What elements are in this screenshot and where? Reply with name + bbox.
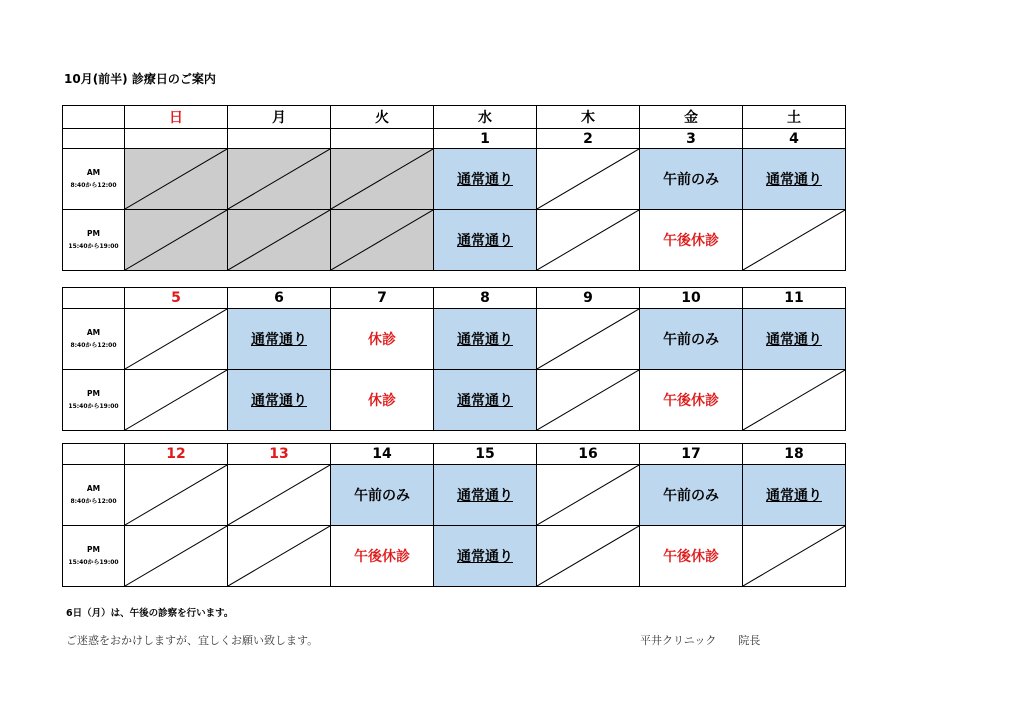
date-cell: 18: [743, 444, 846, 465]
schedule-cell-am: [125, 149, 228, 210]
am-time: 8:40から12:00: [70, 498, 117, 505]
schedule-cell-pm: [640, 526, 743, 587]
status-closed: 午後休診: [663, 233, 719, 249]
date-row: [63, 288, 846, 309]
date-row-corner: [63, 444, 125, 465]
clinic-name: 平井クリニック: [640, 634, 717, 647]
am-time: 8:40から12:00: [70, 342, 117, 349]
date-cell: 14: [331, 444, 434, 465]
date-cell: [125, 129, 228, 149]
am-label: AM: [86, 484, 101, 493]
weekday-sun: 日: [125, 106, 228, 129]
am-time: 8:40から12:00: [70, 182, 117, 189]
weekday-thu: 木: [537, 106, 640, 129]
diagonal-slash: [125, 210, 227, 270]
diagonal-slash: [537, 370, 639, 430]
am-row: [63, 149, 846, 210]
am-slot-label: [63, 465, 125, 526]
status-normal: 通常通り: [457, 393, 513, 409]
status-closed: 午後休診: [663, 393, 719, 409]
status-normal: 通常通り: [766, 172, 822, 188]
schedule-cell-pm: [125, 370, 228, 431]
schedule-cell-am: [537, 309, 640, 370]
date-cell: 3: [640, 129, 743, 149]
schedule-cell-am: [228, 309, 331, 370]
date-cell: 4: [743, 129, 846, 149]
schedule-cell-am: [434, 465, 537, 526]
calendar-week-3: [62, 443, 846, 587]
schedule-cell-am: [331, 465, 434, 526]
pm-slot-label: [63, 370, 125, 431]
schedule-cell-am: [537, 465, 640, 526]
diagonal-slash: [743, 210, 845, 270]
pm-time: 15:40から19:00: [68, 403, 119, 410]
schedule-cell-pm: [228, 210, 331, 271]
status-closed: 休診: [368, 332, 396, 348]
schedule-cell-pm: [331, 526, 434, 587]
schedule-cell-pm: [434, 210, 537, 271]
schedule-cell-am: [640, 465, 743, 526]
date-cell: 16: [537, 444, 640, 465]
date-cell: 7: [331, 288, 434, 309]
pm-row: [63, 210, 846, 271]
weekday-wed: 水: [434, 106, 537, 129]
diagonal-slash: [228, 210, 330, 270]
schedule-cell-am: [125, 465, 228, 526]
diagonal-slash: [228, 465, 330, 525]
am-row: [63, 465, 846, 526]
status-normal: 通常通り: [766, 488, 822, 504]
status-normal: 通常通り: [457, 332, 513, 348]
diagonal-slash: [537, 309, 639, 369]
pm-time: 15:40から19:00: [68, 243, 119, 250]
status-morning-only: 午前のみ: [354, 488, 410, 504]
weekday-sat: 土: [743, 106, 846, 129]
am-slot-label: [63, 309, 125, 370]
status-normal: 通常通り: [457, 233, 513, 249]
calendar-week-1: [62, 105, 846, 271]
schedule-cell-am: [743, 465, 846, 526]
am-slot-label: [63, 149, 125, 210]
date-cell: 1: [434, 129, 537, 149]
status-normal: 通常通り: [457, 488, 513, 504]
diagonal-slash: [537, 465, 639, 525]
diagonal-slash: [125, 465, 227, 525]
weekday-mon: 月: [228, 106, 331, 129]
schedule-cell-am: [331, 149, 434, 210]
date-cell: 2: [537, 129, 640, 149]
note-apology: ご迷惑をおかけしますが、宜しくお願い致します。: [66, 634, 319, 647]
diagonal-slash: [228, 149, 330, 209]
date-cell: 17: [640, 444, 743, 465]
status-closed: 午後休診: [354, 549, 410, 565]
schedule-cell-am: [228, 149, 331, 210]
schedule-cell-pm: [743, 210, 846, 271]
date-row-corner: [63, 288, 125, 309]
pm-slot-label: [63, 526, 125, 587]
weekday-header-row: [63, 106, 846, 129]
pm-label: PM: [87, 545, 100, 554]
diagonal-slash: [228, 526, 330, 586]
status-normal: 通常通り: [457, 549, 513, 565]
schedule-cell-pm: [228, 526, 331, 587]
am-label: AM: [86, 328, 101, 337]
schedule-cell-pm: [743, 370, 846, 431]
schedule-cell-pm: [640, 370, 743, 431]
note-monday-afternoon: 6日（月）は、午後の診察を行います。: [66, 608, 234, 619]
schedule-cell-am: [331, 309, 434, 370]
status-closed: 午後休診: [663, 549, 719, 565]
schedule-cell-am: [537, 149, 640, 210]
page-title: 10月(前半) 診療日のご案内: [64, 72, 216, 86]
schedule-cell-pm: [228, 370, 331, 431]
status-closed: 休診: [368, 393, 396, 409]
status-normal: 通常通り: [251, 332, 307, 348]
signature: [640, 632, 760, 648]
date-cell: [228, 129, 331, 149]
status-morning-only: 午前のみ: [663, 332, 719, 348]
schedule-cell-pm: [537, 526, 640, 587]
schedule-cell-pm: [640, 210, 743, 271]
date-cell: [331, 129, 434, 149]
diagonal-slash: [125, 370, 227, 430]
schedule-cell-pm: [331, 210, 434, 271]
pm-row: [63, 370, 846, 431]
status-normal: 通常通り: [457, 172, 513, 188]
date-cell: 6: [228, 288, 331, 309]
weekday-tue: 火: [331, 106, 434, 129]
date-cell: 8: [434, 288, 537, 309]
diagonal-slash: [331, 210, 433, 270]
director-title: 院長: [738, 634, 761, 647]
schedule-cell-am: [640, 149, 743, 210]
schedule-cell-pm: [537, 210, 640, 271]
diagonal-slash: [125, 309, 227, 369]
pm-label: PM: [87, 389, 100, 398]
date-row: [63, 444, 846, 465]
diagonal-slash: [743, 526, 845, 586]
schedule-cell-pm: [125, 210, 228, 271]
pm-row: [63, 526, 846, 587]
schedule-cell-am: [640, 309, 743, 370]
schedule-cell-pm: [434, 526, 537, 587]
date-cell: 13: [228, 444, 331, 465]
diagonal-slash: [125, 526, 227, 586]
schedule-cell-pm: [537, 370, 640, 431]
date-cell: 10: [640, 288, 743, 309]
schedule-cell-am: [743, 149, 846, 210]
pm-slot-label: [63, 210, 125, 271]
date-cell: 15: [434, 444, 537, 465]
weekday-fri: 金: [640, 106, 743, 129]
schedule-cell-pm: [743, 526, 846, 587]
schedule-cell-am: [228, 465, 331, 526]
diagonal-slash: [331, 149, 433, 209]
diagonal-slash: [537, 526, 639, 586]
diagonal-slash: [743, 370, 845, 430]
pm-label: PM: [87, 229, 100, 238]
status-normal: 通常通り: [766, 332, 822, 348]
am-label: AM: [86, 168, 101, 177]
date-row-corner: [63, 129, 125, 149]
status-morning-only: 午前のみ: [663, 172, 719, 188]
date-cell: 9: [537, 288, 640, 309]
calendar-week-2: [62, 287, 846, 431]
diagonal-slash: [537, 149, 639, 209]
schedule-cell-pm: [331, 370, 434, 431]
diagonal-slash: [125, 149, 227, 209]
schedule-cell-am: [743, 309, 846, 370]
header-corner: [63, 106, 125, 129]
date-cell: 5: [125, 288, 228, 309]
am-row: [63, 309, 846, 370]
schedule-cell-am: [125, 309, 228, 370]
schedule-cell-am: [434, 309, 537, 370]
schedule-cell-pm: [434, 370, 537, 431]
status-morning-only: 午前のみ: [663, 488, 719, 504]
schedule-cell-pm: [125, 526, 228, 587]
status-normal: 通常通り: [251, 393, 307, 409]
date-cell: 11: [743, 288, 846, 309]
date-row: [63, 129, 846, 149]
schedule-cell-am: [434, 149, 537, 210]
diagonal-slash: [537, 210, 639, 270]
pm-time: 15:40から19:00: [68, 559, 119, 566]
date-cell: 12: [125, 444, 228, 465]
